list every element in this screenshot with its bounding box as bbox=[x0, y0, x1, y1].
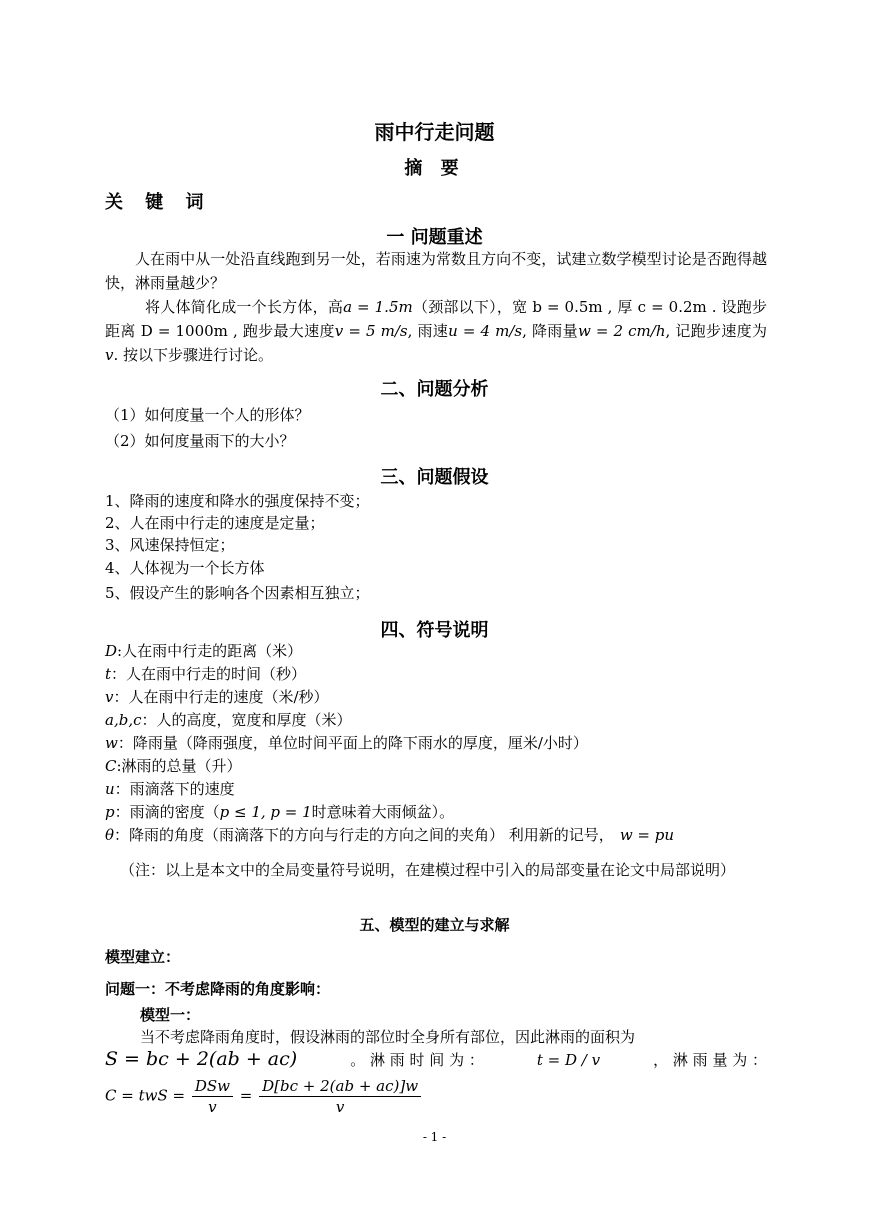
section-5-heading: 五、模型的建立与求解 bbox=[359, 916, 510, 934]
rain-amount-formula: C = twS = $\frac{\text{DSw}}{v}$ = $\frac{D[bc + 2(ab + ac)]w}{v}$ bbox=[105, 1076, 423, 1117]
amount-label: ， 淋 雨 量 为 ： bbox=[653, 1051, 767, 1069]
assumption-item: 1、降雨的速度和降水的强度保持不变； bbox=[105, 492, 370, 510]
assumption-item: 2、人在雨中行走的速度是定量； bbox=[105, 514, 325, 532]
assumption-item: 3、风速保持恒定； bbox=[105, 536, 235, 554]
problem-one-label: 问题一：不考虑降雨的角度影响： bbox=[105, 980, 331, 998]
section-1-paragraph-2: 将人体简化成一个长方体，高a = 1.5m（颈部以下），宽 b = 0.5m , 厚 c = 0.2m . 设跑步距离 D = 1000m , 跑步最大速度v = 5 m/s, 雨速u = 4 m/s, 降雨量w = 2 cm/h, 记跑步速度为v. 按以下步骤进行讨论。 bbox=[105, 298, 767, 364]
page-number: - 1 - bbox=[422, 1130, 447, 1144]
assumption-item: 4、人体视为一个长方体 bbox=[105, 559, 265, 577]
symbol-row: t：人在雨中行走的时间（秒） bbox=[105, 665, 307, 683]
symbol-row: θ：降雨的角度（雨滴落下的方向与行走的方向之间的夹角） 利用新的记号， w = pu bbox=[105, 826, 675, 844]
section-4-heading: 四、符号说明 bbox=[380, 620, 489, 641]
section-1-paragraph-1: 人在雨中从一处沿直线跑到另一处，若雨速为常数且方向不变，试建立数学模型讨论是否跑得越快，淋雨量越少？ bbox=[105, 250, 767, 292]
symbol-note: （注：以上是本文中的全局变量符号说明，在建模过程中引入的局部变量在论文中局部说明） bbox=[120, 861, 736, 879]
abstract-heading: 摘 要 bbox=[404, 158, 465, 179]
model-one-label: 模型一： bbox=[140, 1006, 201, 1024]
symbol-row: D:人在雨中行走的距离（米） bbox=[105, 642, 303, 660]
time-label: 。 淋 雨 时 间 为 ： bbox=[350, 1051, 484, 1069]
assumption-item: 5、假设产生的影响各个因素相互独立； bbox=[105, 584, 370, 602]
paper-title: 雨中行走问题 bbox=[374, 120, 495, 144]
area-formula: S = bc + 2(ab + ac) bbox=[105, 1048, 298, 1070]
model-one-paragraph: 当不考虑降雨角度时，假设淋雨的部位时全身所有部位，因此淋雨的面积为 bbox=[140, 1028, 636, 1046]
section-3-heading: 三、问题假设 bbox=[380, 467, 489, 488]
time-formula: t = D / v bbox=[536, 1051, 601, 1069]
section-1-heading: 一 问题重述 bbox=[386, 227, 483, 248]
symbol-row: p：雨滴的密度（p ≤ 1, p = 1时意味着大雨倾盆）。 bbox=[105, 803, 455, 821]
model-build-label: 模型建立： bbox=[105, 948, 181, 966]
analysis-item: （1）如何度量一个人的形体？ bbox=[105, 406, 310, 424]
keywords-label: 关 键 词 bbox=[105, 192, 212, 213]
symbol-row: w：降雨量（降雨强度，单位时间平面上的降下雨水的厚度，厘米/小时） bbox=[105, 734, 588, 752]
symbol-row: C:淋雨的总量（升） bbox=[105, 757, 242, 775]
symbol-row: a,b,c：人的高度，宽度和厚度（米） bbox=[105, 711, 352, 729]
analysis-item: （2）如何度量雨下的大小？ bbox=[105, 432, 295, 450]
section-2-heading: 二、问题分析 bbox=[380, 379, 489, 400]
symbol-row: u：雨滴落下的速度 bbox=[105, 780, 235, 798]
symbol-row: v：人在雨中行走的速度（米/秒） bbox=[105, 688, 329, 706]
formula-line bbox=[105, 1048, 767, 1070]
